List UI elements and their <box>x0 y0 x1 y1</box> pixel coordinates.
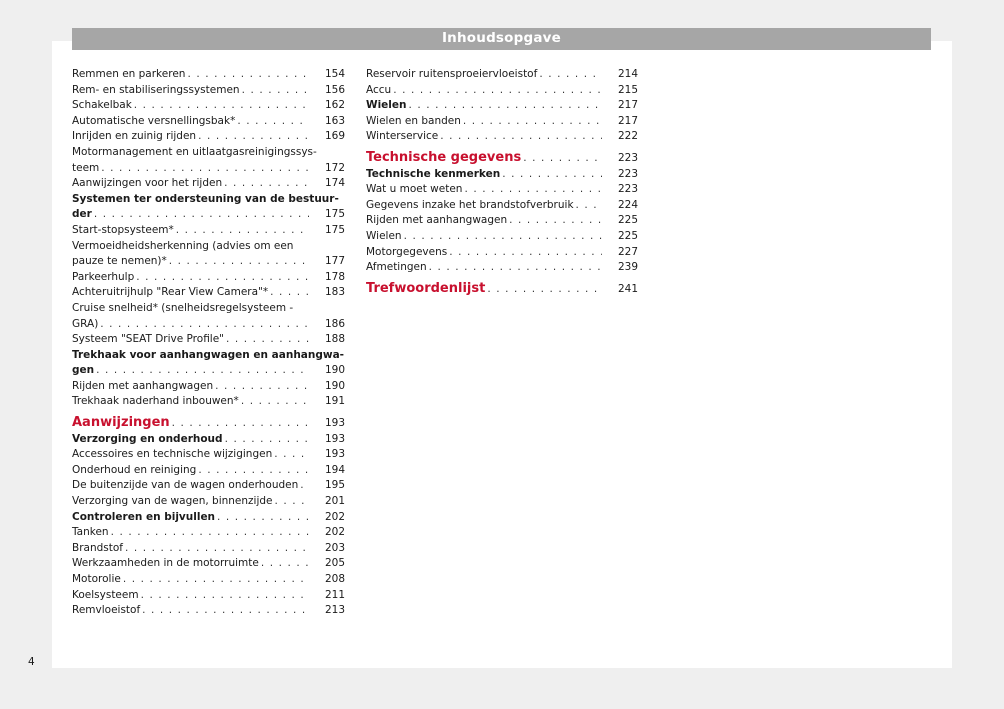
toc-page-number: 213 <box>324 604 345 617</box>
toc-page-number: 172 <box>324 161 345 174</box>
toc-page-number: 169 <box>324 130 345 143</box>
toc-entry[interactable] <box>72 525 345 541</box>
dot-leader <box>509 213 602 229</box>
toc-entry-label: pauze te nemen)* <box>72 255 167 268</box>
dot-leader <box>142 603 309 619</box>
dot-leader <box>275 494 309 510</box>
toc-page-number: 183 <box>324 286 345 299</box>
toc-entry[interactable] <box>72 239 345 270</box>
toc-entry-label: der <box>72 208 92 221</box>
toc-entry-label: Trefwoordenlijst <box>366 280 486 296</box>
toc-entry-label: Tanken <box>72 526 109 539</box>
toc-entry[interactable] <box>366 114 638 130</box>
toc-entry[interactable] <box>72 556 345 572</box>
header-bar <box>72 28 931 50</box>
dot-leader <box>241 394 309 410</box>
toc-entry-label: Werkzaamheden in de motorruimte <box>72 557 259 570</box>
toc-entry[interactable] <box>72 67 345 83</box>
toc-page-number: 203 <box>324 541 345 554</box>
toc-entry-label: Accessoires en technische wijzigingen <box>72 448 273 461</box>
dot-leader <box>300 478 309 494</box>
toc-entry-label: Technische kenmerken <box>366 167 501 180</box>
toc-entry-label: Parkeerhulp <box>72 270 135 283</box>
toc-page-number: 186 <box>324 317 345 330</box>
toc-entry[interactable] <box>72 129 345 145</box>
toc-page-number: 191 <box>324 395 345 408</box>
toc-page-number: 175 <box>324 208 345 221</box>
dot-leader <box>539 67 602 83</box>
toc-entry[interactable] <box>72 447 345 463</box>
toc-entry[interactable] <box>72 379 345 395</box>
toc-entry[interactable] <box>72 223 345 239</box>
toc-page-number: 195 <box>324 479 345 492</box>
toc-page-number: 241 <box>617 282 638 295</box>
toc-entry[interactable] <box>72 603 345 619</box>
toc-entry[interactable] <box>72 494 345 510</box>
toc-entry[interactable] <box>72 285 345 301</box>
toc-entry-label-line: Trekhaak voor aanhangwagen en aanhangwa- <box>72 348 345 361</box>
toc-page-number: 239 <box>617 261 638 274</box>
toc-entry-label: Brandstof <box>72 541 123 554</box>
toc-page-number: 194 <box>324 463 345 476</box>
dot-leader <box>261 556 309 572</box>
toc-entry-label: Technische gegevens <box>366 149 522 165</box>
toc-entry[interactable] <box>366 83 638 99</box>
toc-page-number: 202 <box>324 510 345 523</box>
dot-leader <box>217 510 309 526</box>
toc-entry-label-line: Cruise snelheid* (snelheidsregelsysteem - <box>72 301 294 314</box>
toc-entry-label: Motorgegevens <box>366 245 448 258</box>
toc-page-number: 215 <box>617 83 638 96</box>
toc-entry-label: Verzorging van de wagen, binnenzijde <box>72 495 273 508</box>
dot-leader <box>463 114 602 130</box>
dot-leader <box>449 245 602 261</box>
dot-leader <box>215 379 309 395</box>
toc-entry-label: Wat u moet weten <box>366 183 463 196</box>
dot-leader <box>487 282 602 298</box>
toc-page-number: 225 <box>617 229 638 242</box>
toc-entry[interactable] <box>366 129 638 145</box>
toc-page-number: 177 <box>324 255 345 268</box>
toc-page-number: 205 <box>324 557 345 570</box>
dot-leader <box>464 182 602 198</box>
dot-leader <box>172 416 309 432</box>
toc-entry-label: Aanwijzingen <box>72 415 170 431</box>
dot-leader <box>270 285 309 301</box>
toc-entry[interactable] <box>72 332 345 348</box>
toc-entry[interactable] <box>72 145 345 176</box>
toc-entry-label: Systeem "SEAT Drive Profile" <box>72 333 225 346</box>
toc-page-number: 193 <box>324 448 345 461</box>
toc-entry[interactable] <box>72 572 345 588</box>
dot-leader <box>94 207 309 223</box>
dot-leader <box>96 363 309 379</box>
toc-entry-label: Afmetingen <box>366 261 427 274</box>
toc-entry[interactable] <box>366 67 638 83</box>
toc-page-number: 225 <box>617 214 638 227</box>
dot-leader <box>169 254 309 270</box>
toc-chapter-entry[interactable] <box>366 281 638 298</box>
toc-entry-label: Remmen en parkeren <box>72 68 186 80</box>
toc-page-number: 223 <box>617 167 638 180</box>
toc-entry-label: Motorolie <box>72 573 121 585</box>
toc-entry-label: Schakelbak <box>72 99 132 112</box>
toc-page-number: 162 <box>324 99 345 112</box>
toc-chapter-entry[interactable] <box>72 415 345 432</box>
dot-leader <box>187 67 309 83</box>
toc-entry-label: Achteruitrijhulp "Rear View Camera"* <box>72 286 269 299</box>
toc-entry[interactable] <box>366 260 638 276</box>
toc-page-number: 223 <box>617 151 638 164</box>
page-number: 4 <box>28 656 35 668</box>
toc-entry-label: Onderhoud en reiniging <box>72 463 197 476</box>
toc-entry-label: Trekhaak naderhand inbouwen* <box>72 395 239 408</box>
toc-entry-label: Rijden met aanhangwagen <box>366 214 508 227</box>
toc-entry[interactable] <box>72 510 345 526</box>
toc-entry[interactable] <box>72 83 345 99</box>
toc-page-number: 211 <box>324 588 345 601</box>
toc-entry-label-line: Vermoeidheidsherkenning (advies om een <box>72 239 294 252</box>
toc-page-number: 190 <box>324 364 345 377</box>
page-title: Inhoudsopgave <box>441 30 562 46</box>
toc-entry-label: Aanwijzingen voor het rijden <box>72 177 223 190</box>
toc-entry-label: Rem- en stabiliseringssystemen <box>72 83 240 96</box>
toc-entry-label: De buitenzijde van de wagen onderhouden <box>72 479 299 492</box>
toc-entry-label: Wielen <box>366 99 407 112</box>
toc-page-number: 156 <box>324 83 345 96</box>
toc-entry-label-line: Systemen ter ondersteuning van de bestuur- <box>72 192 339 205</box>
dot-leader <box>393 83 602 99</box>
dot-leader <box>225 432 309 448</box>
toc-page-number: 154 <box>324 68 345 80</box>
toc-page-number: 193 <box>324 432 345 445</box>
toc-page-number: 217 <box>617 114 638 127</box>
toc-left-column <box>72 67 345 619</box>
toc-entry[interactable] <box>72 478 345 494</box>
toc-entry-label: GRA) <box>72 317 99 330</box>
toc-page-number: 224 <box>617 198 638 211</box>
toc-entry-label: Wielen <box>366 229 402 242</box>
toc-entry[interactable] <box>366 98 638 114</box>
toc-entry[interactable] <box>72 394 345 410</box>
toc-page-number: 175 <box>324 223 345 236</box>
toc-entry[interactable] <box>366 198 638 214</box>
toc-entry-label: Winterservice <box>366 130 439 143</box>
toc-entry[interactable] <box>72 98 345 114</box>
toc-page-number: 208 <box>324 573 345 585</box>
dot-leader <box>523 151 602 167</box>
toc-entry[interactable] <box>72 270 345 286</box>
dot-leader <box>502 167 602 183</box>
dot-leader <box>576 198 602 214</box>
toc-page-number: 190 <box>324 379 345 392</box>
toc-entry[interactable] <box>366 245 638 261</box>
dot-leader <box>429 260 602 276</box>
toc-entry[interactable] <box>366 182 638 198</box>
dot-leader <box>123 572 309 588</box>
dot-leader <box>125 541 309 557</box>
toc-page-number: 223 <box>617 183 638 196</box>
toc-entry-label: gen <box>72 364 95 377</box>
toc-page-number: 174 <box>324 177 345 190</box>
toc-page-number: 202 <box>324 526 345 539</box>
toc-entry[interactable] <box>366 167 638 183</box>
dot-leader <box>101 161 309 177</box>
dot-leader <box>226 332 309 348</box>
dot-leader <box>237 114 309 130</box>
dot-leader <box>198 129 309 145</box>
toc-entry[interactable] <box>72 114 345 130</box>
toc-entry-label: Remvloeistof <box>72 604 141 617</box>
toc-entry-label: Start-stopsysteem* <box>72 223 174 236</box>
dot-leader <box>198 463 309 479</box>
dot-leader <box>176 223 309 239</box>
toc-entry[interactable] <box>72 541 345 557</box>
dot-leader <box>274 447 309 463</box>
toc-page-number: 201 <box>324 495 345 508</box>
toc-entry-label: Controleren en bijvullen <box>72 510 216 523</box>
toc-entry[interactable] <box>72 588 345 604</box>
toc-entry-label: Accu <box>366 83 392 96</box>
dot-leader <box>111 525 309 541</box>
toc-entry[interactable] <box>72 432 345 448</box>
toc-entry[interactable] <box>366 229 638 245</box>
toc-entry-label: Gegevens inzake het brandstofverbruik <box>366 198 574 211</box>
toc-entry[interactable] <box>72 176 345 192</box>
toc-entry-label: Rijden met aanhangwagen <box>72 379 214 392</box>
dot-leader <box>404 229 602 245</box>
toc-entry-label: teem <box>72 161 100 174</box>
toc-entry[interactable] <box>72 348 345 379</box>
dot-leader <box>242 83 309 99</box>
dot-leader <box>440 129 602 145</box>
toc-entry-label: Koelsysteem <box>72 588 139 601</box>
toc-page-number: 178 <box>324 270 345 283</box>
dot-leader <box>134 98 309 114</box>
toc-entry-label: Automatische versnellingsbak* <box>72 114 236 127</box>
toc-entry-label: Wielen en banden <box>366 114 461 127</box>
toc-entry[interactable] <box>72 463 345 479</box>
toc-entry[interactable] <box>366 213 638 229</box>
toc-page-number: 163 <box>324 114 345 127</box>
toc-chapter-entry[interactable] <box>366 150 638 167</box>
dot-leader <box>409 98 603 114</box>
toc-page-number: 193 <box>324 417 345 430</box>
toc-page-number: 222 <box>617 130 638 143</box>
toc-page-number: 188 <box>324 333 345 346</box>
toc-entry-label: Reservoir ruitensproeiervloeistof <box>366 68 538 80</box>
toc-page-number: 227 <box>617 245 638 258</box>
toc-right-column <box>366 67 638 297</box>
dot-leader <box>224 176 309 192</box>
toc-page-number: 217 <box>617 99 638 112</box>
toc-entry-label: Verzorging en onderhoud <box>72 432 223 445</box>
toc-entry[interactable] <box>72 192 345 223</box>
toc-entry-label: Inrijden en zuinig rijden <box>72 130 197 143</box>
toc-entry-label-line: Motormanagement en uitlaatgasreinigingssys- <box>72 145 317 158</box>
toc-entry[interactable] <box>72 301 345 332</box>
dot-leader <box>141 588 309 604</box>
dot-leader <box>136 270 309 286</box>
dot-leader <box>100 317 309 333</box>
toc-page-number: 214 <box>617 68 638 80</box>
